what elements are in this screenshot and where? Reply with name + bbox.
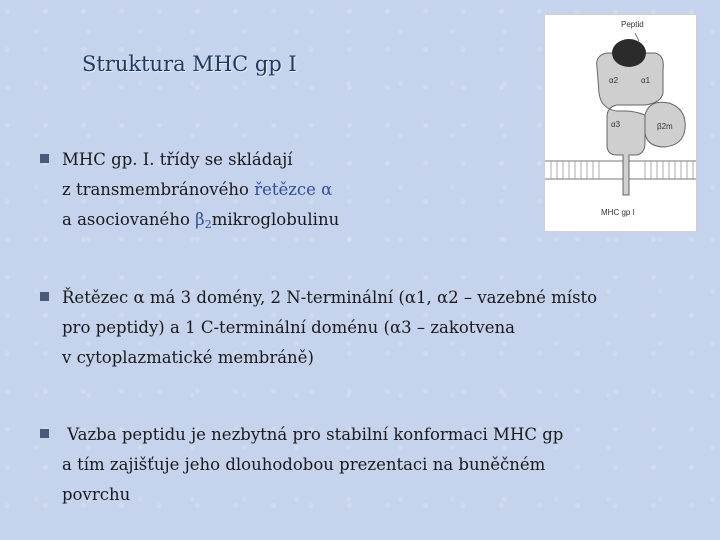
bullet-2-line-3: v cytoplazmatické membráně) bbox=[62, 348, 314, 367]
membrane bbox=[545, 161, 696, 179]
bullet-1-line-1: MHC gp. I. třídy se skládají bbox=[62, 150, 293, 169]
bullet-2-line-1: Řetězec α má 3 domény, 2 N-terminální (α1, α2 – vazebné místo bbox=[62, 288, 598, 307]
beta-subscript: 2 bbox=[204, 218, 212, 231]
alpha2-label: α2 bbox=[609, 76, 619, 85]
mhc-diagram bbox=[544, 14, 697, 232]
microglobulin-term: mikroglobulinu bbox=[211, 210, 340, 229]
bullet-1-line-2-text: z transmembránového bbox=[62, 180, 255, 199]
b2m-label: β2m bbox=[657, 122, 673, 131]
alpha1-label: α1 bbox=[641, 76, 651, 85]
bullet-2-line-2: pro peptidy) a 1 C-terminální doménu (α3 – zakotvena bbox=[62, 318, 515, 337]
mhc-diagram-svg bbox=[545, 15, 696, 231]
beta-symbol: β bbox=[195, 210, 205, 229]
bullet-3-line-2: a tím zajišťuje jeho dlouhodobou prezentaci na buněčném bbox=[62, 455, 546, 474]
bullet-3 bbox=[40, 420, 563, 510]
bullet-marker bbox=[40, 154, 49, 163]
bullet-marker bbox=[40, 429, 49, 438]
alpha3-label: α3 bbox=[611, 120, 621, 129]
bullet-1-line-3-text: a asociovaného bbox=[62, 210, 196, 229]
alpha-chain-term: řetězce α bbox=[254, 180, 333, 199]
bullet-marker bbox=[40, 292, 49, 301]
peptide-label: Peptid bbox=[621, 20, 644, 29]
bullet-3-line-1: Vazba peptidu je nezbytná pro stabilní konformaci MHC gp bbox=[62, 425, 564, 444]
bullet-2 bbox=[40, 283, 597, 373]
peptide-shape bbox=[612, 39, 646, 67]
bullet-1-line-3 bbox=[62, 205, 339, 240]
bullet-3-line-3: povrchu bbox=[62, 485, 131, 504]
bullet-1 bbox=[40, 145, 339, 240]
slide-title: Struktura MHC gp I bbox=[82, 52, 297, 76]
diagram-caption: MHC gp I bbox=[601, 208, 635, 217]
bullet-1-line-2 bbox=[62, 175, 339, 205]
